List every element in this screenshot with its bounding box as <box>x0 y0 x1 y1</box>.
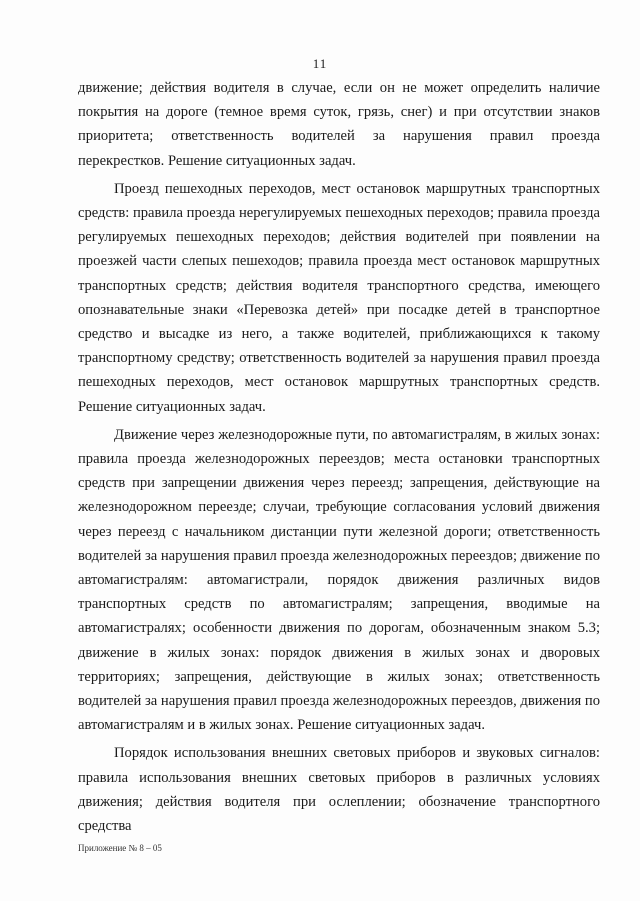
page-footer: Приложение № 8 – 05 <box>78 843 162 853</box>
paragraph-railway-crossings: Движение через железнодорожные пути, по автомагистралям, в жилых зонах: правила проезда железнодорожных переездов; места остановки транспортных средств при запрещении движения через переезд; запрещения, действующие на железнодорожном переезде; случаи, требующие согласования условий движения через переезд с начальником дистанции пути железной дороги; ответственность водителей за нарушения правил проезда железнодорожных переездов; движение по автомагистралям: автомагистрали, порядок движения различных видов транспортных средств по автомагистралям; запрещения, вводимые на автомагистралях; особенности движения по дорогам, обозначенным знаком 5.3; движение в жилых зонах: порядок движения в жилых зонах и дворовых территориях; запрещения, действующие в жилых зонах; ответственность водителей за нарушения правил проезда железнодорожных переездов, движения по автомагистралям и в жилых зонах. Решение ситуационных задач. <box>78 426 600 734</box>
paragraph-continuation: движение; действия водителя в случае, если он не может определить наличие покрытия на дороге (темное время суток, грязь, снег) и при отсутствии знаков приоритета; ответственность водителей за нарушения правил проезда перекрестков. Решение ситуационных задач. <box>78 80 600 169</box>
page-number: 11 <box>312 56 328 71</box>
body-text <box>78 76 600 838</box>
paragraph-lights-signals: Порядок использования внешних световых приборов и звуковых сигналов: правила использования внешних световых приборов в различных условиях движения; действия водителя при ослеплении; обозначение транспортного средства <box>78 745 600 835</box>
paragraph-pedestrian-crossings: Проезд пешеходных переходов, мест остановок маршрутных транспортных средств: правила проезда нерегулируемых пешеходных переходов; правила проезда регулируемых пешеходных переходов; действия водителей при появлении на проезжей части слепых пешеходов; правила проезда мест остановок маршрутных транспортных средств; действия водителя транспортного средства, имеющего опознавательные знаки «Перевозка детей» при посадке детей в транспортное средство и высадке из него, а также водителей, приближающихся к такому транспортному средству; ответственность водителей за нарушения правил проезда пешеходных переходов, мест остановок маршрутных транспортных средств. Решение ситуационных задач. <box>78 180 600 415</box>
